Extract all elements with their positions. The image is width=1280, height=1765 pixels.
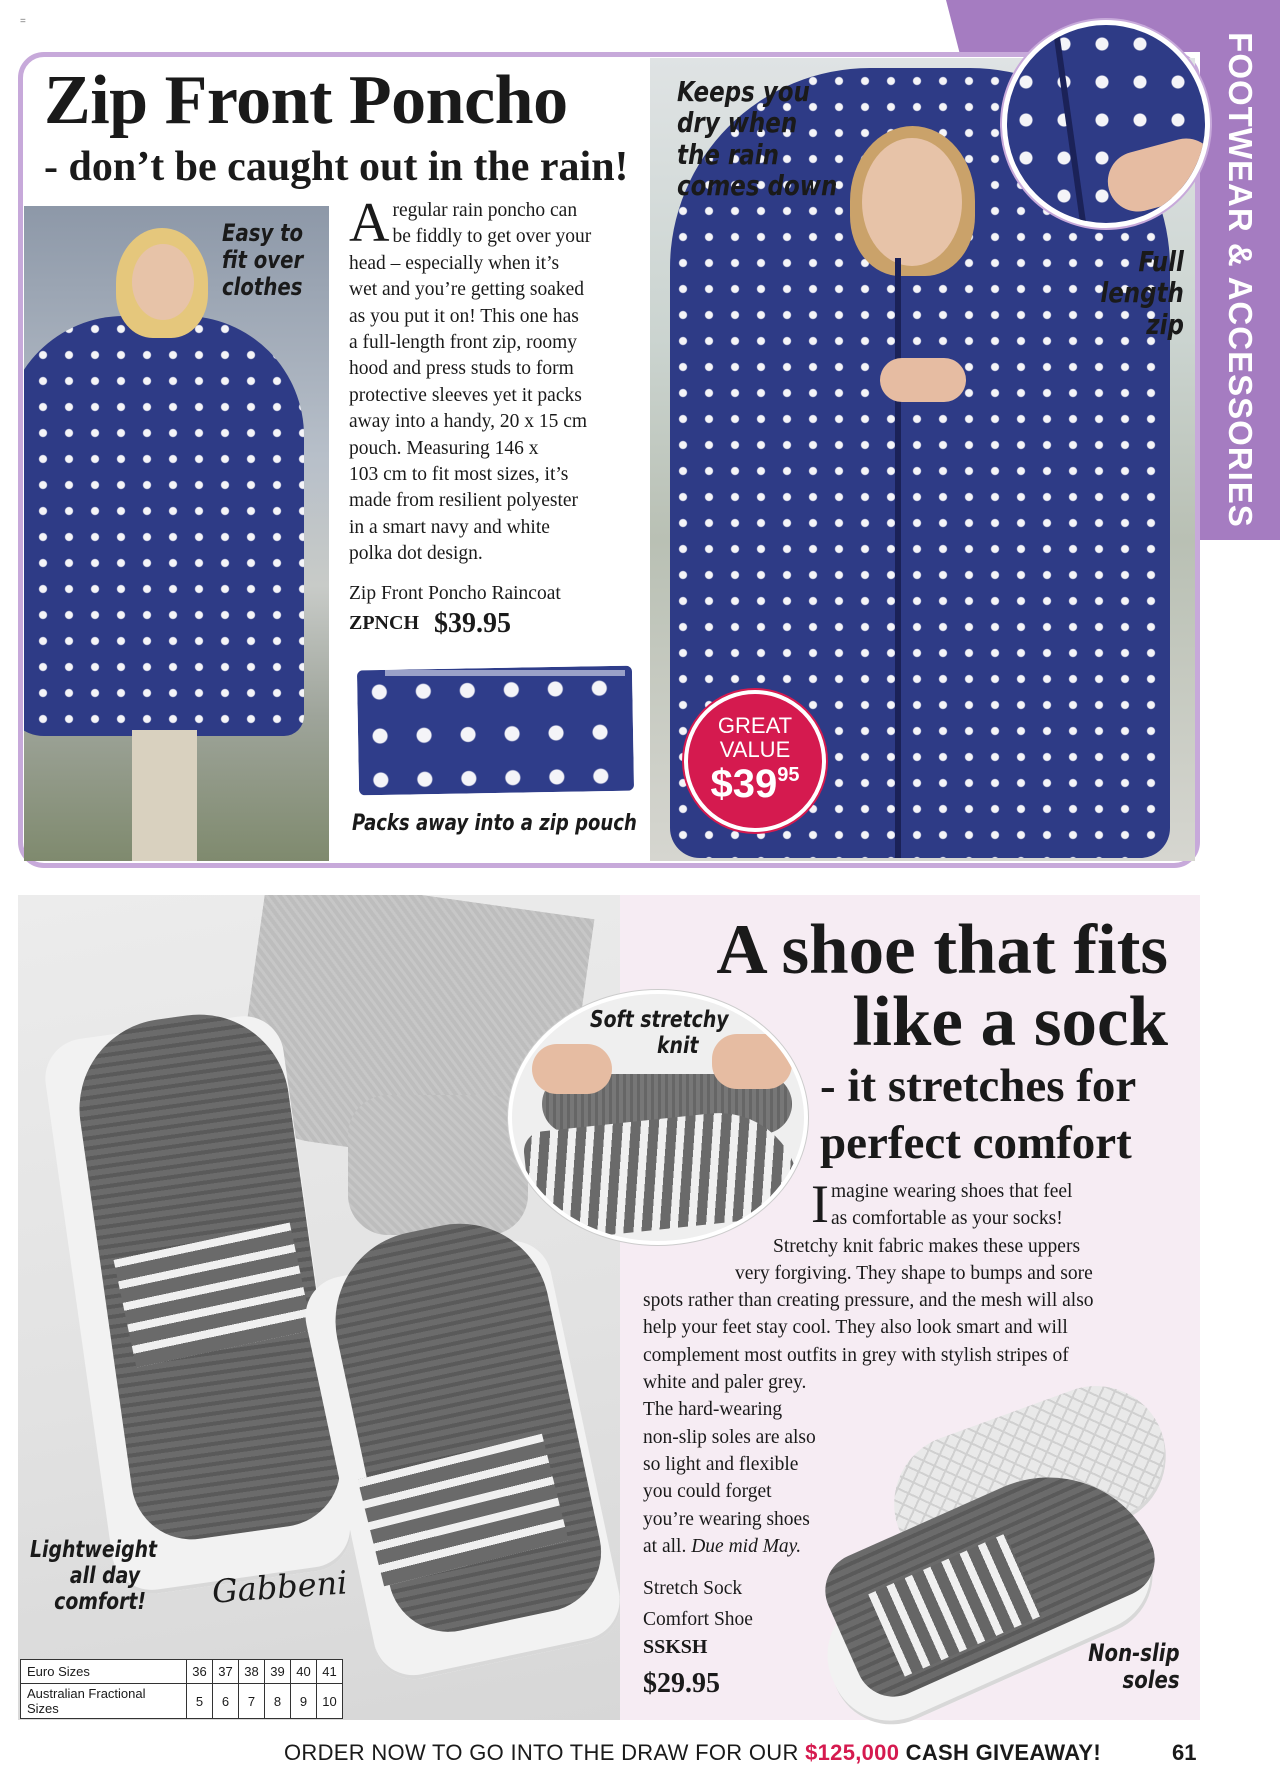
shoe-description: I magine wearing shoes that feel as comfortable as your socks! Stretchy knit fabric makes these uppers very forgiving. They shape to bumps and sore spots rather than creating pressure, and the mesh will also help your feet stay cool. They also look smart and will complement most outfits in grey with stylish stripes of white and paler grey. The hard-wearing non-slip soles are also so light and flexible you could forget you’re wearing shoes at all. Due mid May.: [643, 1174, 1094, 1557]
caption-full-zip: Full length zip: [1100, 245, 1184, 341]
caption-lightweight: Lightweight all day comfort!: [30, 1537, 158, 1615]
caption-non-slip: Non-slip soles: [1088, 1639, 1180, 1694]
page-number: 61: [1172, 1740, 1197, 1765]
model-face: [132, 244, 194, 320]
footer-promo: ORDER NOW TO GO INTO THE DRAW FOR OUR $125,000 CASH GIVEAWAY!: [284, 1740, 1101, 1765]
shoe-product-name: Stretch Sock Comfort Shoe: [643, 1578, 753, 1630]
shoe-subtitle: - it stretches for perfect comfort: [820, 1060, 1137, 1169]
caption-easy-fit: Easy to fit over clothes: [222, 219, 304, 301]
poncho-subtitle: - don’t be caught out in the rain!: [44, 144, 629, 190]
model-trousers: [132, 730, 197, 861]
size-row-euro: Euro Sizes 36 37 38 39 40 41: [21, 1660, 343, 1684]
poncho-photo-left: [24, 206, 329, 861]
caption-soft-knit: Soft stretchy knit: [590, 1007, 729, 1059]
pouch-zip: [385, 670, 625, 676]
shoe-title: A shoe that fits like a sock: [716, 911, 1168, 1061]
trouser-cuff: [348, 1095, 528, 1235]
footer-amount: $125,000: [805, 1740, 900, 1765]
caption-packs-away: Packs away into a zip pouch: [352, 811, 637, 836]
poncho-zip: [895, 258, 901, 858]
shoe-product-code: SSKSH: [643, 1636, 708, 1658]
corner-mark: =: [20, 16, 26, 27]
poncho-price: $39.95: [434, 608, 511, 639]
side-tab-label-wrap: [1200, 32, 1280, 528]
size-row-australian: Australian Fractional Sizes 5 6 7 8 9 10: [21, 1684, 343, 1719]
caption-keeps-dry: Keeps you dry when the rain comes down: [677, 75, 838, 203]
poncho-garment-left: [24, 316, 304, 736]
side-tab-label: FOOTWEAR & ACCESSORIES: [1222, 32, 1260, 528]
poncho-product-code: ZPNCH: [349, 612, 419, 634]
shoe-price: $29.95: [643, 1668, 720, 1699]
model-face: [862, 138, 962, 266]
zip-line: [1052, 26, 1087, 228]
poncho-description: A regular rain poncho can be fiddly to get over your head – especially when it’s wet and you’re getting soaked as you put it on! This one has a full-length front zip, roomy hood and press studs to form protective sleeves yet it packs away into a handy, 20 x 15 cm pouch. Measuring 146 x 103 cm to fit most sizes, it’s made from resilient polyester in a smart navy and white polka dot design.: [349, 192, 592, 565]
poncho-product-name: Zip Front Poncho Raincoat: [349, 583, 561, 604]
poncho-title: Zip Front Poncho: [44, 62, 568, 139]
drop-cap: A: [349, 192, 390, 254]
model-hand: [880, 358, 966, 402]
brand-logo: Gabbeni: [210, 1563, 349, 1611]
great-value-badge: GREAT VALUE $\$39^{95}$: [684, 690, 826, 832]
zip-detail-inset: [1002, 20, 1210, 228]
poncho-pouch-image: [357, 666, 634, 796]
size-table: [20, 1659, 343, 1719]
drop-cap: I: [811, 1174, 829, 1234]
